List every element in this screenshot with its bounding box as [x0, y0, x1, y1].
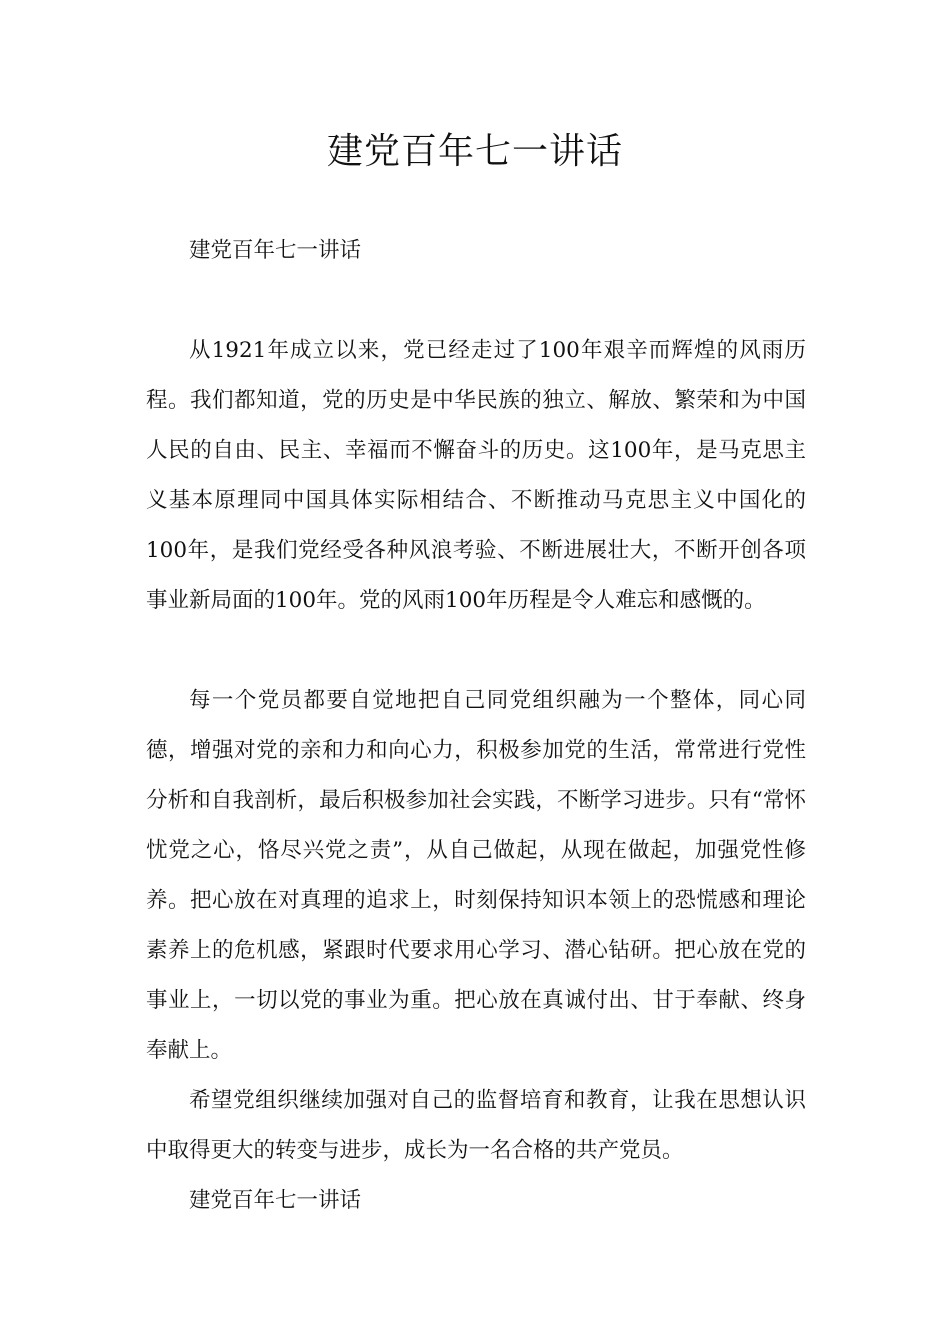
- paragraph-party-members: 每一个党员都要自觉地把自己同党组织融为一个整体，同心同德，增强对党的亲和力和向心力，积极参加党的生活，常常进行党性分析和自我剖析，最后积极参加社会实践，不断学习进步。只有“常怀忧党之心，恪尽兴党之责”，从自己做起，从现在做起，加强党性修养。把心放在对真理的追求上，时刻保持知识本领上的恐慌感和理论素养上的危机感，紧跟时代要求用心学习、潜心钻研。把心放在党的事业上，一切以党的事业为重。把心放在真诚付出、甘于奉献、终身奉献上。: [146, 688, 806, 1063]
- document-closing-heading: 建党百年七一讲话: [189, 1188, 362, 1213]
- paragraph-hope: 希望党组织继续加强对自己的监督培育和教育，让我在思想认识中取得更大的转变与进步，成长为一名合格的共产党员。: [146, 1088, 806, 1163]
- paragraph-history: 从1921年成立以来，党已经走过了100年艰辛而辉煌的风雨历程。我们都知道，党的历史是中华民族的独立、解放、繁荣和为中国人民的自由、民主、幸福而不懈奋斗的历史。这100年，是马克思主义基本原理同中国具体实际相结合、不断推动马克思主义中国化的100年，是我们党经受各种风浪考验、不断进展壮大，不断开创各项事业新局面的100年。党的风雨100年历程是令人难忘和感慨的。: [146, 338, 806, 613]
- document-subtitle: 建党百年七一讲话: [189, 238, 362, 263]
- document-title: 建党百年七一讲话: [326, 131, 623, 172]
